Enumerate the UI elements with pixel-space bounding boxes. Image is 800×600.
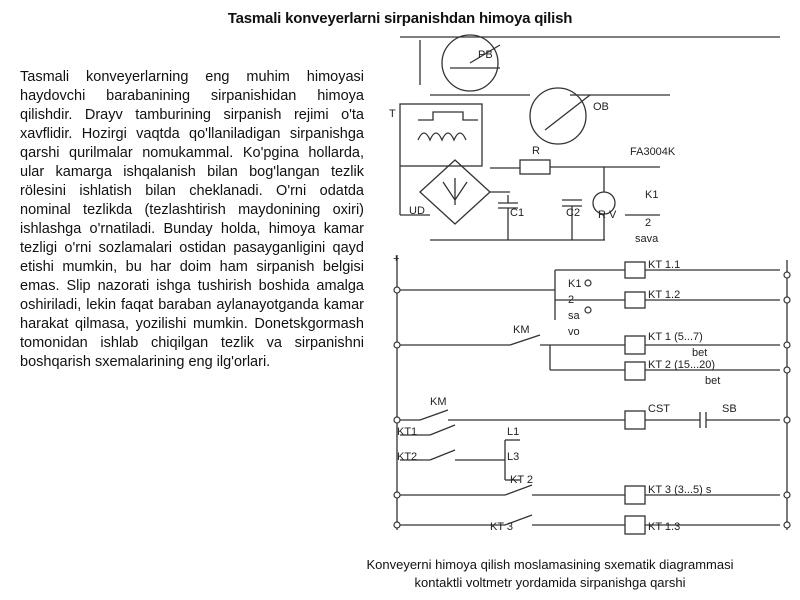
terminal-dot [784, 367, 790, 373]
label-kt11: KT 1.1 [648, 259, 681, 271]
label-rv: R V [598, 209, 617, 221]
label-kt1-time: KT 1 (5...7) [648, 331, 703, 343]
body-paragraph: Tasmali konveyerlarning eng muhim himoyasi haydovchi barabanining sirpanishidan himoya qilishdir. Drayv tamburining sirpanish rejimi o'ta xavflidir. Hozirgi vaqtda qo'llaniladigan sirpanishga qarshi qurilmalar nomukammal. Ko'pgina hollarda, ular kamarga ishqalanish bilan bog'langan tezlik rölesini ishlatish bilan cheklanadi. O'rni odatda nominal tezlikda (tezlashtirish maydonining oxiri) ishlashga o'rnatiladi. Bunday holda, himoya kamar tezligi o'rni sozlamalari ostidan pasayganligini qayd etishi mumkin, bu har doim ham sirpanish belgisi emas. Slip nazorati ishga tushirish boshida amalga oshiriladi, lekin faqat baraban aylanayotganda kamar harakat qilmasa, yozilishi mumkin. Donetskgormash tomonidan ishlab chiqilgan tezlik va sirpanishni boshqarish sxemalarining eng ilg'orlari. [20, 69, 364, 370]
resistor-r [520, 160, 550, 174]
label-kt2-contact: KT 2 [510, 474, 534, 486]
relay-kt13 [625, 516, 645, 534]
label-pb: PB [478, 49, 493, 61]
label-vo: vo [568, 326, 580, 338]
label-l1: L1 [507, 426, 520, 438]
label-l3: L3 [507, 451, 520, 463]
label-km1: KM [513, 324, 530, 336]
terminal-dot [784, 342, 790, 348]
label-kt3-contact: KT 3 [490, 521, 514, 533]
terminal-dot [784, 522, 790, 528]
terminal-dot [394, 522, 400, 528]
label-r: R [532, 145, 540, 157]
label-c2: C2 [566, 207, 581, 219]
terminal-dot [784, 492, 790, 498]
label-kt2-time: KT 2 (15...20) [648, 359, 716, 371]
caption-line-1: Konveyerni himoya qilish moslamasining sxematik diagrammasi [366, 557, 734, 572]
label-k1-top: K1 [645, 189, 659, 201]
relay-kt12 [625, 292, 645, 308]
motor-ob-circle [530, 88, 586, 144]
label-bet2: bet [705, 375, 721, 387]
terminal-dot [394, 492, 400, 498]
label-sava: sava [635, 233, 659, 245]
label-kt3-time: KT 3 (3...5) s [648, 484, 712, 496]
terminal-dot [394, 287, 400, 293]
label-bet1: bet [692, 347, 708, 359]
label-ob: OB [593, 101, 609, 113]
label-kt13: KT 1.3 [648, 521, 681, 533]
relay-kt3-timer [625, 486, 645, 504]
label-c1: C1 [510, 207, 525, 219]
label-kt2-left: KT2 [397, 451, 418, 463]
label-plus: + [393, 253, 400, 265]
label-fa3004k: FA3004K [630, 146, 676, 158]
label-kt1-left: KT1 [397, 426, 418, 438]
label-two-mid: 2 [568, 294, 575, 306]
label-kt12: KT 1.2 [648, 289, 681, 301]
transformer-winding [418, 133, 466, 140]
figure-caption [300, 556, 800, 592]
page-title: Tasmali konveyerlarni sirpanishdan himoya qilish [227, 10, 573, 27]
label-k1-mid: K1 [568, 278, 582, 290]
label-t: T [389, 108, 396, 120]
label-cst: CST [648, 403, 670, 415]
caption-line-2: kontaktli voltmetr yordamida sirpanishga qarshi [414, 575, 686, 590]
terminal-dot [585, 280, 591, 286]
terminal-dot [784, 272, 790, 278]
relay-kt1-timer [625, 336, 645, 354]
label-sa: sa [568, 310, 580, 322]
terminal-dot [394, 417, 400, 423]
terminal-dot [784, 297, 790, 303]
label-two-top: 2 [645, 217, 652, 229]
terminal-dot [394, 342, 400, 348]
label-sb: SB [722, 403, 737, 415]
relay-cst [625, 411, 645, 429]
terminal-dot [585, 307, 591, 313]
label-ud: UD [409, 205, 425, 217]
relay-kt11 [625, 262, 645, 278]
label-km2: KM [430, 396, 447, 408]
transformer-box [400, 104, 482, 166]
terminal-dot [784, 417, 790, 423]
relay-kt2-timer [625, 362, 645, 380]
